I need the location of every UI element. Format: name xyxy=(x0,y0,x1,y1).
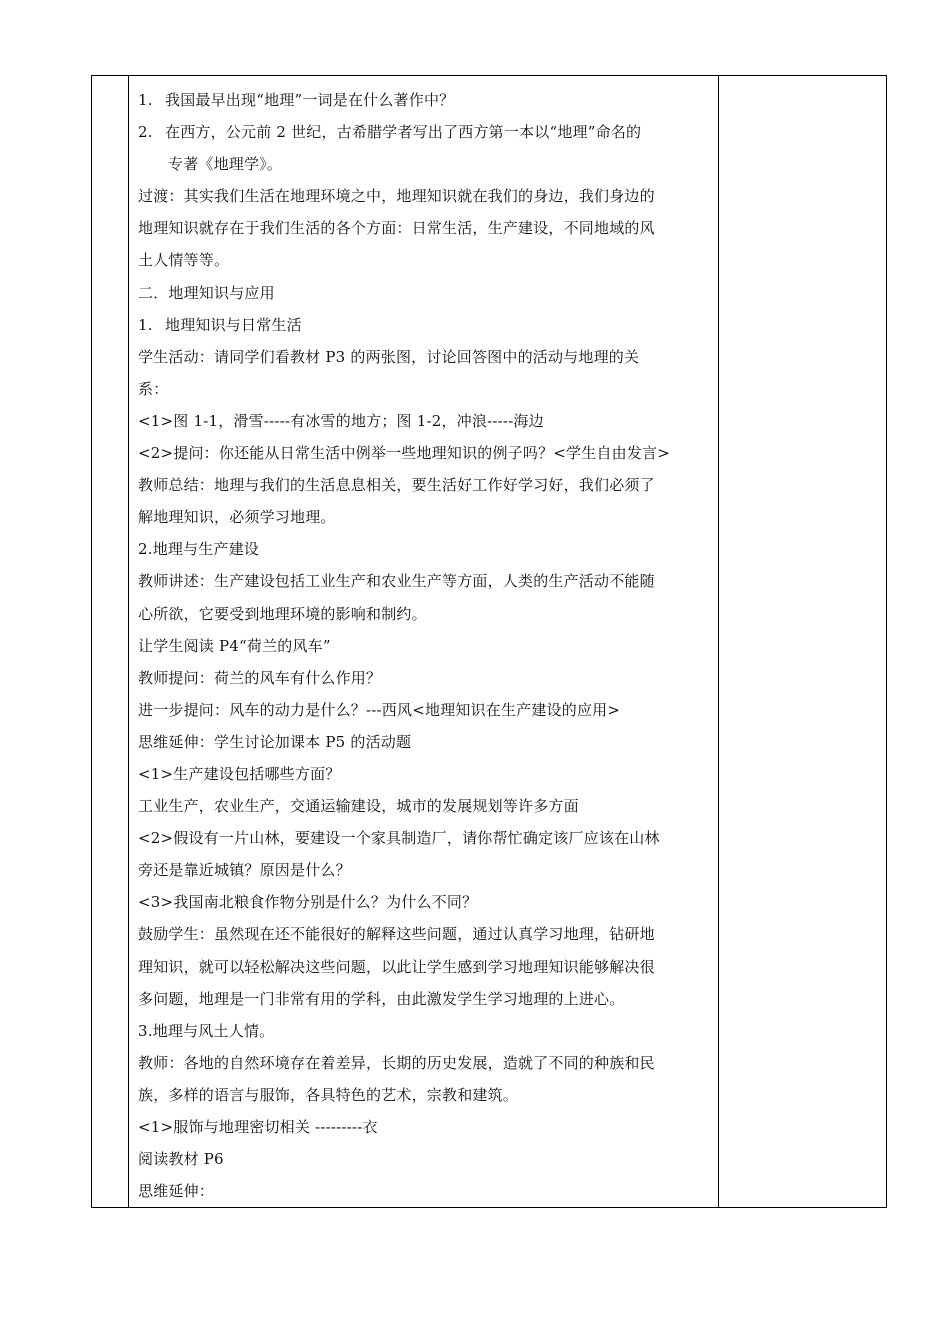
text-line xyxy=(138,1079,710,1111)
line-text: 思维延伸：学生讨论加课本 P5 的活动题 xyxy=(138,732,412,751)
line-text: <3>我国南北粮食作物分别是什么？为什么不同？ xyxy=(138,893,478,912)
line-text: 阅读教材 P6 xyxy=(138,1150,224,1169)
line-text: 3.地理与风土人情。 xyxy=(138,1021,275,1040)
line-text: 教师讲述：生产建设包括工业生产和农业生产等方面，人类的生产活动不能随 xyxy=(138,572,655,591)
notes-cell xyxy=(719,76,887,1208)
line-text: 地理知识就存在于我们生活的各个方面：日常生活，生产建设，不同地域的风 xyxy=(138,219,655,238)
text-line xyxy=(138,630,710,662)
text-line xyxy=(138,533,710,565)
line-text: 多问题，地理是一门非常有用的学科，由此激发学生学习地理的上进心。 xyxy=(138,989,625,1008)
text-line xyxy=(138,84,710,116)
list-number: 1. xyxy=(138,91,153,109)
text-line xyxy=(138,244,710,276)
line-text: 旁还是靠近城镇？原因是什么？ xyxy=(138,861,351,880)
line-text: 过渡：其实我们生活在地理环境之中，地理知识就在我们的身边，我们身边的 xyxy=(138,187,655,206)
line-text: 地理知识与日常生活 xyxy=(165,315,302,334)
text-line xyxy=(138,694,710,726)
line-text: 族，多样的语言与服饰，各具特色的艺术，宗教和建筑。 xyxy=(138,1085,519,1104)
lesson-plan-table xyxy=(91,75,887,1208)
list-number: 1. xyxy=(138,315,153,334)
content-cell xyxy=(129,76,719,1208)
text-line xyxy=(138,983,710,1015)
text-line xyxy=(138,1111,710,1143)
left-margin-cell xyxy=(92,76,129,1208)
line-text: 解地理知识，必须学习地理。 xyxy=(138,508,336,527)
line-text: 教师提问：荷兰的风车有什么作用？ xyxy=(138,668,382,687)
text-line xyxy=(138,405,710,437)
line-text: 思维延伸： xyxy=(138,1182,215,1201)
line-text: 工业生产，农业生产，交通运输建设，城市的发展规划等许多方面 xyxy=(138,797,579,816)
line-text: 土人情等等。 xyxy=(138,251,230,270)
line-text: 教师：各地的自然环境存在着差异，长期的历史发展，造就了不同的种族和民 xyxy=(138,1053,655,1072)
text-line xyxy=(138,469,710,501)
text-line xyxy=(138,1143,710,1175)
line-text: <1>图 1-1，滑雪-----有冰雪的地方；图 1-2，冲浪-----海边 xyxy=(138,411,544,430)
line-text: 心所欲，它要受到地理环境的影响和制约。 xyxy=(138,604,427,623)
text-line xyxy=(138,437,710,469)
text-line xyxy=(138,212,710,244)
line-text: 教师总结：地理与我们的生活息息相关，要生活好工作好学习好，我们必须了 xyxy=(138,476,655,495)
line-text: <1>服饰与地理密切相关 ---------衣 xyxy=(138,1118,378,1136)
text-line xyxy=(138,854,710,886)
text-line xyxy=(138,565,710,597)
line-text: 进一步提问：风车的动力是什么？---西风<地理知识在生产建设的应用> xyxy=(138,700,621,719)
text-line xyxy=(138,501,710,533)
text-line xyxy=(138,1047,710,1079)
line-text: 理知识，就可以轻松解决这些问题，以此让学生感到学习地理知识能够解决很 xyxy=(138,957,655,976)
line-text: 系： xyxy=(138,379,169,398)
line-text: 鼓励学生：虽然现在还不能很好的解释这些问题，通过认真学习地理，钻研地 xyxy=(138,925,655,944)
text-line xyxy=(138,116,710,148)
text-line xyxy=(138,662,710,694)
line-text: 专著《地理学》。 xyxy=(168,155,283,174)
line-text: <2>提问：你还能从日常生活中例举一些地理知识的例子吗？<学生自由发言> xyxy=(138,444,671,463)
line-text: 二．地理知识与应用 xyxy=(138,283,275,302)
text-line xyxy=(138,918,710,950)
text-line xyxy=(138,1175,710,1207)
text-line xyxy=(138,758,710,790)
text-line xyxy=(138,951,710,983)
list-number: 2. xyxy=(138,123,153,142)
text-line xyxy=(138,277,710,309)
text-line xyxy=(138,598,710,630)
text-line xyxy=(138,1015,710,1047)
text-line xyxy=(138,180,710,212)
text-line xyxy=(138,148,710,180)
line-text: 2.地理与生产建设 xyxy=(138,540,260,559)
text-line xyxy=(138,886,710,918)
text-line xyxy=(138,726,710,758)
text-line xyxy=(138,822,710,854)
line-text: 我国最早出现“地理”一词是在什么著作中？ xyxy=(165,91,455,109)
text-line xyxy=(138,790,710,822)
line-text: <2>假设有一片山林，要建设一个家具制造厂，请你帮忙确定该厂应该在山林 xyxy=(138,829,660,848)
text-line xyxy=(138,373,710,405)
line-text: <1>生产建设包括哪些方面？ xyxy=(138,764,341,783)
text-line xyxy=(138,341,710,373)
lesson-content xyxy=(129,76,718,1207)
line-text: 让学生阅读 P4“荷兰的风车” xyxy=(138,636,331,655)
text-line xyxy=(138,309,710,341)
line-text: 在西方，公元前 2 世纪，古希腊学者写出了西方第一本以“地理”命名的 xyxy=(165,123,642,142)
line-text: 学生活动：请同学们看教材 P3 的两张图，讨论回答图中的活动与地理的关 xyxy=(138,347,640,366)
